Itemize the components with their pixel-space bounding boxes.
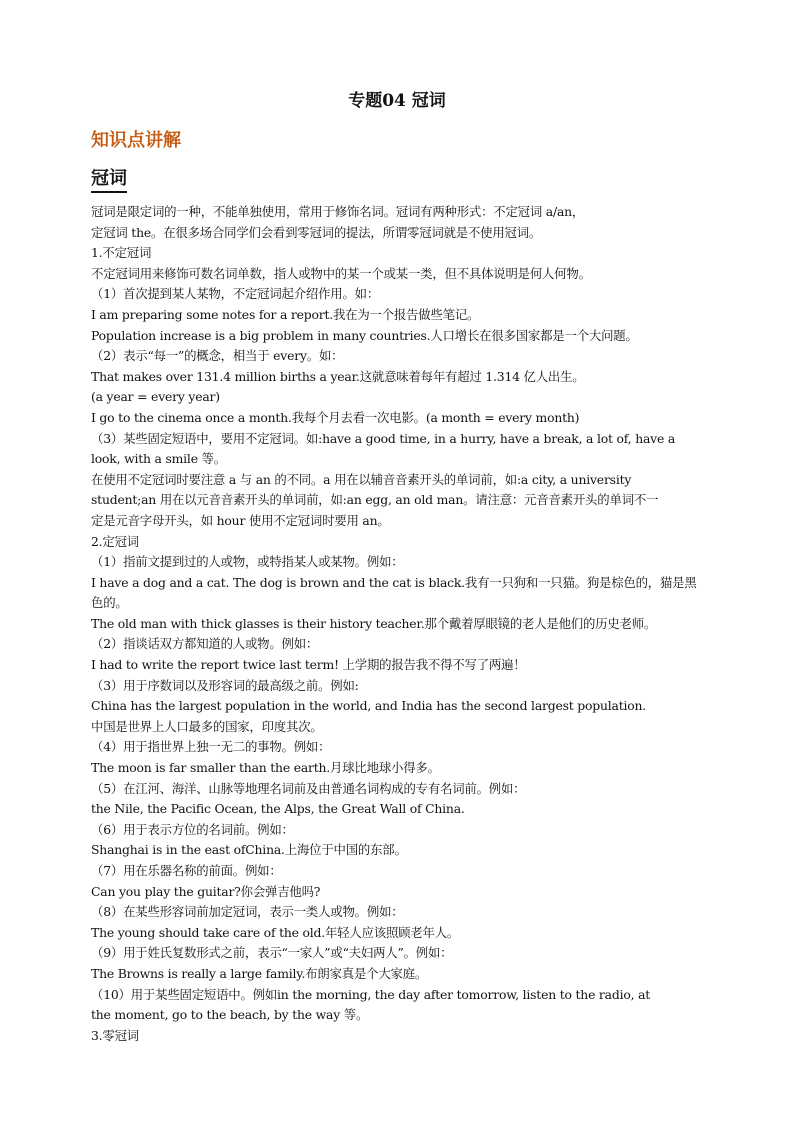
rule-item: （3）某些固定短语中，要用不定冠词。如:have a good time, in a hurry, have a break, a lot of, have a <box>91 430 676 446</box>
rule-item: （2）表示“每一”的概念，相当于 every。如： <box>91 348 344 364</box>
example-line: That makes over 131.4 million births a year.这就意味着每年有超过 1.314 亿人出生。 <box>91 368 585 384</box>
body-text <box>91 202 707 1046</box>
rule-item: （6）用于表示方位的名词前。例如： <box>91 821 294 837</box>
example-line: (a year = every year) <box>91 389 220 405</box>
example-line: I had to write the report twice last term! 上学期的报告我不得不写了两遍！ <box>91 657 526 673</box>
section-label: 3.零冠词 <box>91 1027 139 1043</box>
example-line: the Nile, the Pacific Ocean, the Alps, the Great Wall of China. <box>91 801 465 817</box>
paragraph-line: student;an 用在以元音音素开头的单词前，如:an egg, an old man。请注意：元音音素开头的单词不一 <box>91 492 659 508</box>
example-line: The young should take care of the old.年轻人应该照顾老年人。 <box>91 924 460 940</box>
example-line: I go to the cinema once a month.我每个月去看一次电影。(a month = every month) <box>91 409 580 425</box>
rule-item: （1）首次提到某人某物，不定冠词起介绍作用。如： <box>91 286 380 302</box>
section-label: 1.不定冠词 <box>91 245 152 261</box>
example-line: Shanghai is in the east ofChina.上海位于中国的东部。 <box>91 842 407 858</box>
example-line: I am preparing some notes for a report.我在为一个报告做些笔记。 <box>91 306 480 322</box>
paragraph-line: 不定冠词用来修饰可数名词单数，指人或物中的某一个或某一类，但不具体说明是何人何物。 <box>91 265 591 281</box>
example-line: Population increase is a big problem in many countries.人口增长在很多国家都是一个大问题。 <box>91 327 638 343</box>
subheading: 冠词 <box>91 168 127 193</box>
example-line: the moment, go to the beach, by the way 等。 <box>91 1007 369 1023</box>
paragraph-line: 在使用不定冠词时要注意 a 与 an 的不同。a 用在以辅音音素开头的单词前，如:a city, a university <box>91 471 632 487</box>
rule-item: （10）用于某些固定短语中。例如in the morning, the day after tomorrow, listen to the radio, at <box>91 986 651 1002</box>
page-title: 专题04 冠词 <box>348 91 446 111</box>
example-line: I have a dog and a cat. The dog is brown and the cat is black.我有一只狗和一只猫。狗是棕色的，猫是黑 <box>91 574 697 590</box>
rule-item: （2）指谈话双方都知道的人或物。例如： <box>91 636 319 652</box>
example-line: The moon is far smaller than the earth.月球比地球小得多。 <box>91 760 440 776</box>
example-line: 中国是世界上人口最多的国家，印度其次。 <box>91 718 323 734</box>
paragraph-line: 定是元音字母开头，如 hour 使用不定冠词时要用 an。 <box>91 512 390 528</box>
paragraph-line: look, with a smile 等。 <box>91 451 226 467</box>
paragraph-line: 定冠词 the。在很多场合同学们会看到零冠词的提法，所谓零冠词就是不使用冠词。 <box>91 224 542 240</box>
rule-item: （4）用于指世界上独一无二的事物。例如： <box>91 739 331 755</box>
paragraph-line: 冠词是限定词的一种，不能单独使用，常用于修饰名词。冠词有两种形式：不定冠词 a/an， <box>91 204 585 219</box>
section-heading: 知识点讲解 <box>91 130 181 151</box>
example-line: 色的。 <box>91 595 128 611</box>
rule-item: （3）用于序数词以及形容词的最高级之前。例如: <box>91 677 359 693</box>
example-line: China has the largest population in the world, and India has the second largest population. <box>91 698 647 714</box>
rule-item: （8）在某些形容词前加定冠词，表示一类人或物。例如： <box>91 904 404 920</box>
rule-item: （9）用于姓氏复数形式之前，表示“一家人”或“夫妇两人”。例如： <box>91 945 453 961</box>
rule-item: （5）在江河、海洋、山脉等地理名词前及由普通名词构成的专有名词前。例如： <box>91 780 526 796</box>
rule-item: （7）用在乐器名称的前面。例如： <box>91 863 282 878</box>
section-label: 2.定冠词 <box>91 533 139 549</box>
rule-item: （1）指前文提到过的人或物，或特指某人或某物。例如： <box>91 554 404 570</box>
example-line: Can you play the guitar?你会弹吉他吗? <box>91 883 321 899</box>
example-line: The Browns is really a large family.布朗家真是个大家庭。 <box>91 965 428 981</box>
example-line: The old man with thick glasses is their history teacher.那个戴着厚眼镜的老人是他们的历史老师。 <box>91 615 657 631</box>
